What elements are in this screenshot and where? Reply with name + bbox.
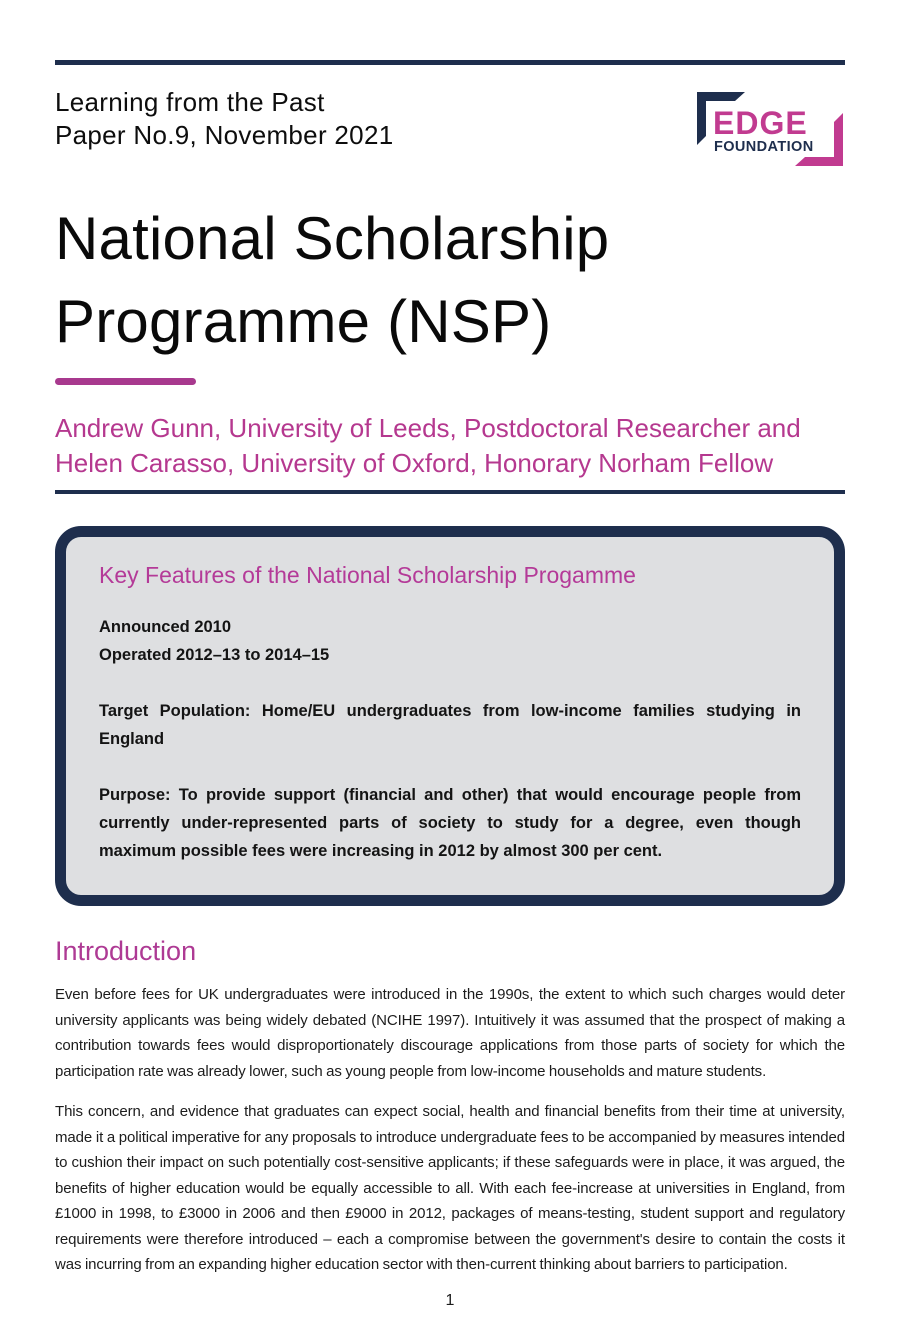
key-target-population: Target Population: Home/EU undergraduates from low-income families studying in England [99,702,801,748]
introduction-paragraph-2: This concern, and evidence that graduates can expect social, health and financial benefits from their time at university, made it a political imperative for any proposals to introduce undergraduate fees to be accompanied by measures intended to cushion their impact on such potentially cost-sensitive applicants; if these safeguards were in place, it was argued, the benefits of higher education would be equally accessible to all. With each fee-increase at universities in England, from £1000 in 1998, to £3000 in 2006 and then £9000 in 2012, packages of means-testing, student support and regulatory requirements were therefore introduced – each a compromise between the government's desire to contain the costs it was incurring from an expanding higher education sector with then-current thinking about barriers to participation. [55,1103,845,1273]
key-features-heading: Key Features of the National Scholarship Progamme [99,562,636,588]
title-accent-bar [55,378,196,385]
authors-divider-rule [55,490,845,494]
key-purpose: Purpose: To provide support (financial and other) that would encourage people from currently under-represented parts of society to study for a degree, even though maximum possible fees were increasing in 2012 by almost 300 per cent. [99,786,801,860]
header [55,86,845,170]
paper-issue-date: Paper No.9, November 2021 [55,120,394,150]
key-operated: Operated 2012–13 to 2014–15 [99,646,330,664]
series-title: Learning from the Past [55,87,325,117]
edge-foundation-logo [695,88,845,170]
document-page [0,60,900,1340]
key-announced: Announced 2010 [99,618,232,636]
authors-line: Andrew Gunn, University of Leeds, Postdoctoral Researcher and Helen Carasso, University of Oxford, Honorary Norham Fellow [55,413,801,478]
top-divider-rule [55,60,845,65]
introduction-heading: Introduction [55,936,197,966]
series-block [55,86,393,152]
page-number: 1 [445,1291,455,1309]
logo-word-edge: EDGE [713,105,808,141]
logo-word-foundation: FOUNDATION [714,139,814,155]
introduction-paragraph-1: Even before fees for UK undergraduates were introduced in the 1990s, the extent to which such charges would deter university applicants was being widely debated (NCIHE 1997). Intuitively it was assumed that the prospect of making a contribution towards fees would disproportionately discourage applications from those parts of society for which the participation rate was already lower, such as young people from low-income households and mature students. [55,986,845,1080]
document-title: National Scholarship Programme (NSP) [55,205,610,355]
page-content [0,60,900,1310]
key-features-box [55,526,845,906]
